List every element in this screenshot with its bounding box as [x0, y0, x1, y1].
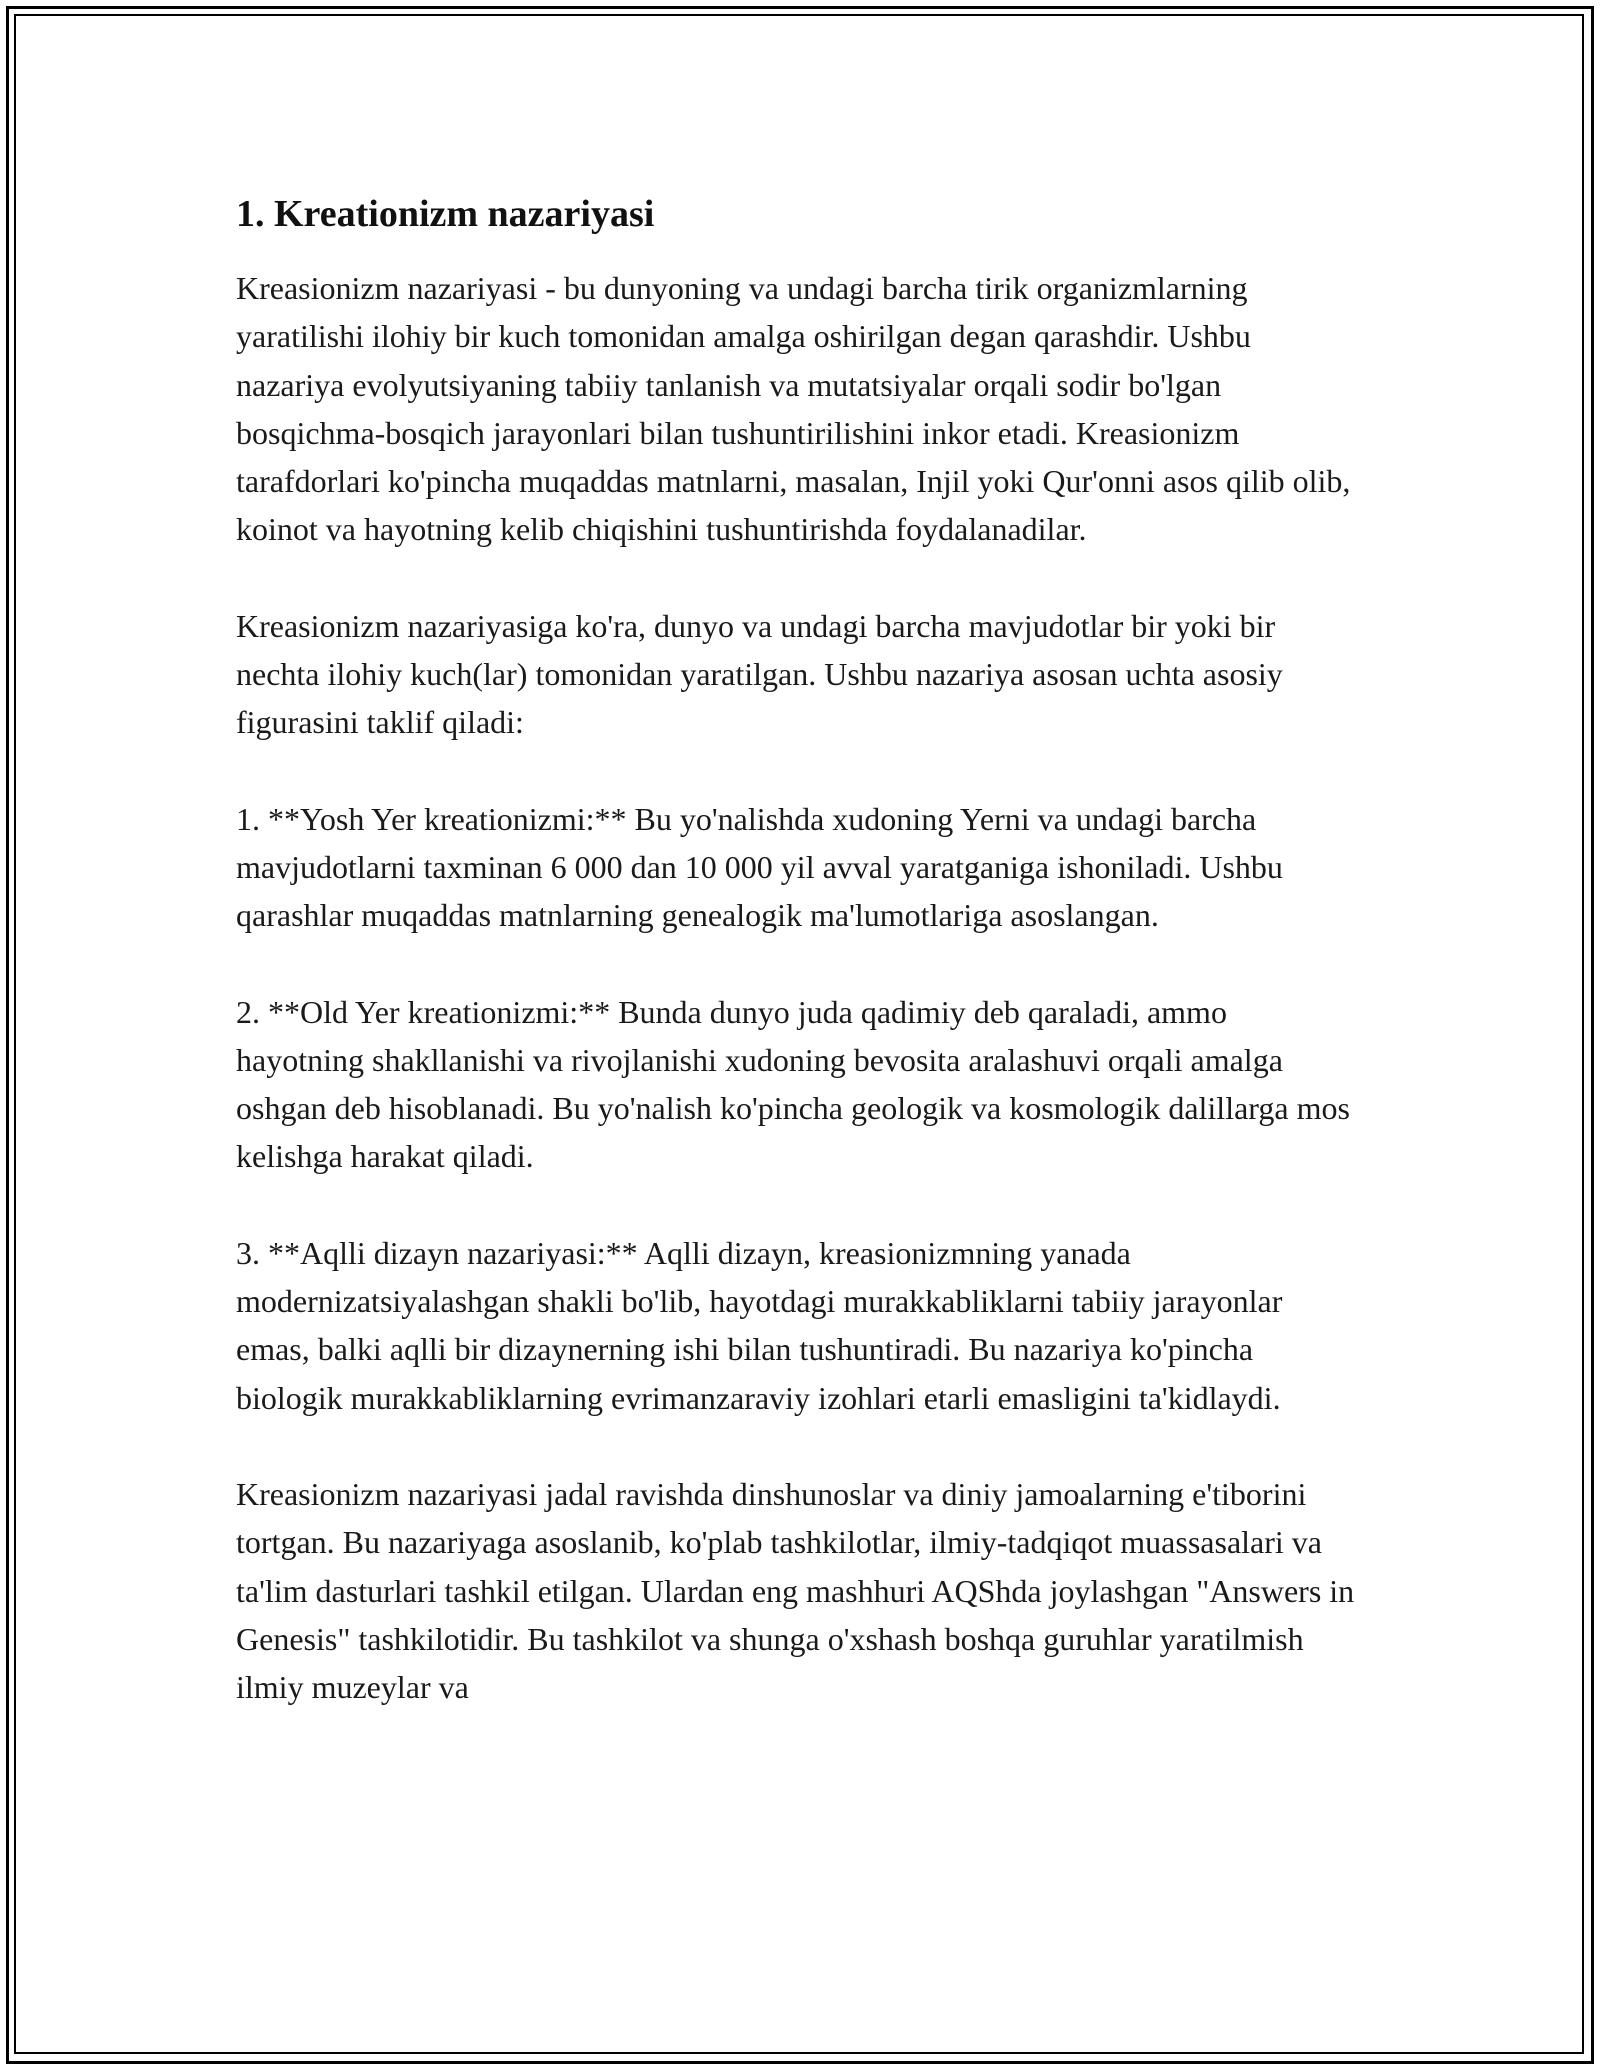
intro-paragraph: Kreasionizm nazariyasi - bu dunyoning va undagi barcha tirik organizmlarning yaratilishi ilohiy bir kuch tomonidan amalga oshirilgan degan qarashdir. Ushbu nazariya evolyutsiyaning tabiiy tanlanish va mutatsiyalar orqali sodir bo'lgan bosqichma-bosqich jarayonlari bilan tushuntirilishini inkor etadi. Kreasionizm tarafdorlari ko'pincha muqaddas matnlarni, masalan, Injil yoki Qur'onni asos qilib olib, koinot va hayotning kelib chiqishini tushuntirishda foydalanadilar. [236, 270, 1351, 548]
page-title: 1. Kreationizm nazariyasi [236, 193, 655, 235]
list-item-intelligent-design: 3. **Aqlli dizayn nazariyasi:** Aqlli dizayn, kreasionizmning yanada modernizatsiyalashgan shakli bo'lib, hayotdagi murakkabliklarni tabiiy jarayonlar emas, balki aqlli bir dizaynerning ishi bilan tushuntiradi. Bu nazariya ko'pincha biologik murakkabliklarning evrimanzaraviy izohlari etarli emasligini ta'kidlaydi. [236, 1234, 1283, 1416]
list-item-young-earth: 1. **Yosh Yer kreationizmi:** Bu yo'nalishda xudoning Yerni va undagi barcha mavjudotlarni taxminan 6 000 dan 10 000 yil avval yaratganiga ishoniladi. Ushbu qarashlar muqaddas matnlarning genealogik ma'lumotlariga asoslangan. [236, 800, 1283, 934]
closing-paragraph: Kreasionizm nazariyasi jadal ravishda dinshunoslar va diniy jamoalarning e'tiborini tortgan. Bu nazariyaga asoslanib, ko'plab tashkilotlar, ilmiy-tadqiqot muassasalari va ta'lim dasturlari tashkil etilgan. Ulardan eng mashhuri AQShda joylashgan "Answers in Genesis" tashkilotidir. Bu tashkilot va shunga o'xshash boshqa guruhlar yaratilmish ilmiy muzeylar va [236, 1475, 1355, 1706]
list-item-old-earth: 2. **Old Yer kreationizmi:** Bunda dunyo juda qadimiy deb qaraladi, ammo hayotning shakllanishi va rivojlanishi xudoning bevosita aralashuvi orqali amalga oshgan deb hisoblanadi. Bu yo'nalish ko'pincha geologik va kosmologik dalillarga mos kelishga harakat qiladi. [236, 993, 1350, 1175]
theory-overview-paragraph: Kreasionizm nazariyasiga ko'ra, dunyo va undagi barcha mavjudotlar bir yoki bir nechta ilohiy kuch(lar) tomonidan yaratilgan. Ushbu nazariya asosan uchta asosiy figurasini taklif qiladi: [236, 607, 1283, 741]
document-body [236, 186, 1356, 1759]
